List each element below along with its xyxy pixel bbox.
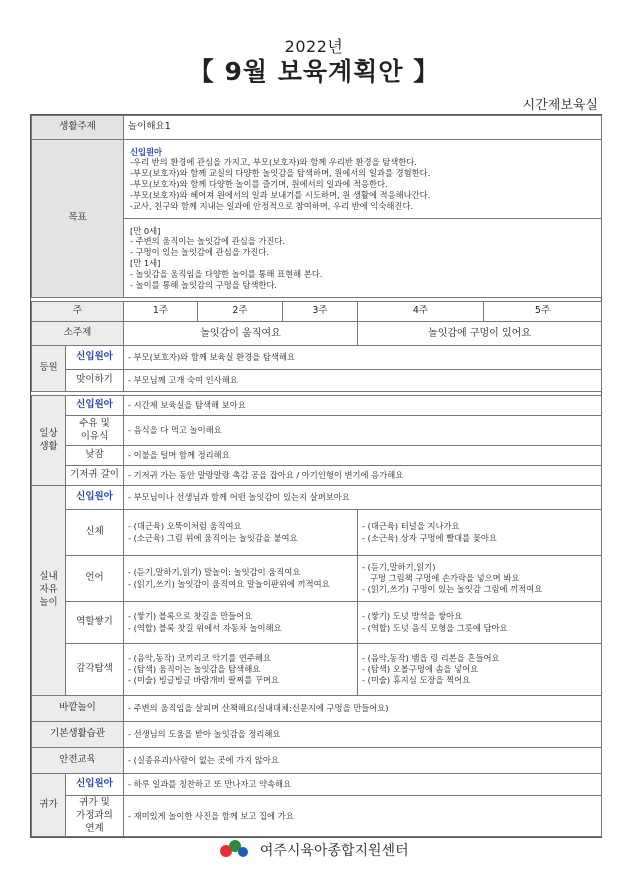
indoor-label: 실내 자유 놀이 — [32, 486, 66, 696]
activity-line: - (듣기,말하기,읽기) 말놀이: 놀잇감이 움직여요 — [128, 567, 301, 578]
subject-row — [32, 116, 602, 140]
habits-label: 기본생활습관 — [32, 722, 124, 748]
home-newcomer-text: - 하루 일과를 칭찬하고 또 만나자고 약속해요 — [124, 774, 602, 796]
daily-feeding-row — [32, 416, 602, 446]
page-title: 【 9월 보육계획안 】 — [188, 57, 440, 86]
activity-line: - (미술) 빙글빙글 바람개비 팔찌를 꾸며요 — [128, 675, 279, 686]
activity-line: - (역할) 블록 찻길 위에서 자동차 놀이해요 — [128, 622, 282, 633]
daily-nap-row — [32, 446, 602, 466]
body-label: 신체 — [66, 510, 124, 556]
activity-line: - (미술) 휴지심 도장을 찍어요 — [362, 675, 471, 686]
activity-line: - (읽기,쓰기) 놀잇감이 움직여요 말놀이판위에 끼적여요 — [128, 578, 330, 589]
topic-1: 놀잇감이 움직여요 — [124, 322, 358, 346]
footer — [0, 838, 628, 864]
body-left — [124, 510, 358, 556]
feeding-text: - 음식을 다 먹고 놀이해요 — [124, 416, 602, 446]
plan-sheet — [30, 114, 602, 838]
week-2: 2주 — [198, 302, 283, 322]
home-row — [32, 774, 602, 796]
sensory-right — [358, 644, 602, 696]
habits-row — [32, 722, 602, 748]
goal-line: - 주변의 움직이는 놀잇감에 관심을 가진다. — [130, 236, 286, 247]
activity-line: - (음악,동작) 코끼리코 악기를 연주해요 — [128, 652, 271, 663]
goal-line: -교사, 친구와 함께 지내는 일과에 안정적으로 참여하며, 우리 반에 익숙해진다. — [130, 200, 414, 211]
subject-label: 생활주제 — [32, 116, 124, 140]
indoor-newcomer-label: 신입원아 — [66, 486, 124, 510]
nap-text: - 이불을 털며 함께 정리해요 — [124, 446, 602, 466]
activity-line: - (역할) 도넛 음식 모형을 그릇에 담아요 — [362, 622, 508, 633]
arrival-greeting-text: - 부모님께 고개 숙여 인사해요 — [124, 370, 602, 392]
language-right — [358, 556, 602, 602]
sensory-left — [124, 644, 358, 696]
outdoor-label: 바깥놀이 — [32, 696, 124, 722]
goals-newcomer — [124, 140, 602, 219]
weeks-row — [32, 302, 602, 322]
activity-line: - (듣기,말하기,읽기) — [362, 561, 436, 572]
daily-diaper-row — [32, 466, 602, 486]
feeding-label: 수유 및 이유식 — [66, 416, 124, 446]
indoor-body-row — [32, 510, 602, 556]
plan-table — [31, 115, 602, 837]
activity-line: - (소근육) 상자 구멍에 빨대를 꽂아요 — [362, 532, 497, 543]
goal-line: -부모(보호자)와 함께 다양한 놀이를 즐기며, 원에서의 일과에 적응한다. — [130, 179, 388, 189]
activity-line: - (읽기,쓰기) 구멍이 있는 놀잇감 그림에 끼적여요 — [362, 584, 543, 595]
safety-row — [32, 748, 602, 774]
outdoor-row — [32, 696, 602, 722]
activity-line: - (음악,동작) 뱀읍 링 리본을 흔들어요 — [362, 652, 500, 663]
subject-value: 놀이해요1 — [124, 116, 602, 140]
language-label: 언어 — [66, 556, 124, 602]
classroom-name: 시간제보육실 — [522, 98, 598, 113]
safety-label: 안전교육 — [32, 748, 124, 774]
activity-line: - (대근육) 오뚝이처럼 움직여요 — [128, 521, 242, 532]
indoor-row — [32, 486, 602, 510]
role-block-label: 역할쌓기 — [66, 602, 124, 644]
goals-by-age — [124, 219, 602, 298]
center-logo-icon — [219, 838, 249, 864]
goal-line: -부모(보호자)와 함께 교실의 다양한 놀잇감을 탐색하며, 원에서의 일과를 경험한다. — [130, 168, 431, 179]
goal-line: -우리 반의 환경에 관심을 가지고, 부모(보호자)와 함께 우리반 환경을 탐색한다. — [130, 157, 417, 168]
role-block-right — [358, 602, 602, 644]
weeks-label: 주 — [32, 302, 124, 322]
activity-line: - (소근육) 그림 위에 움직이는 놀잇감을 붙여요 — [128, 532, 298, 543]
home-family-label: 귀가 및 가정과의 연계 — [66, 796, 124, 837]
arrival-newcomer-label: 신입원아 — [66, 346, 124, 370]
week-5: 5주 — [484, 302, 602, 322]
activity-line: - (대근육) 터널을 지나가요 — [362, 521, 460, 532]
topics-row — [32, 322, 602, 346]
week-4: 4주 — [358, 302, 484, 322]
home-family-row — [32, 796, 602, 837]
age0-title: [만 0세] — [130, 225, 161, 236]
daily-newcomer-label: 신입원아 — [66, 396, 124, 416]
home-label: 귀가 — [32, 774, 66, 837]
diaper-text: - 기저귀 가는 동안 말랑말랑 촉감 공을 잡아요 / 아기인형이 변기에 응가해요 — [124, 466, 602, 486]
diaper-label: 기저귀 갈이 — [66, 466, 124, 486]
body-right — [358, 510, 602, 556]
nap-label: 낮잠 — [66, 446, 124, 466]
goals-newcomer-title: 신입원아 — [130, 146, 163, 157]
language-left — [124, 556, 358, 602]
arrival-greeting-row — [32, 370, 602, 392]
activity-line: - (탐색) 오볼구멍에 솜을 넣어요 — [362, 663, 479, 674]
goal-line: - 구멍이 있는 놀잇감에 관심을 가진다. — [130, 247, 270, 258]
indoor-language-row — [32, 556, 602, 602]
goal-line: -부모(보호자)와 헤어져 원에서의 일과 보내기를 시도하며, 원 생활에 적응해나간다. — [130, 189, 431, 200]
age1-title: [만 1세] — [130, 258, 161, 268]
outdoor-text: - 주변의 움직임을 살피며 산책해요(실내대체:신문지에 구멍을 만들어요) — [124, 696, 602, 722]
indoor-role-row — [32, 602, 602, 644]
plan-year: 2022년 — [284, 37, 344, 56]
activity-line: - (쌓기) 도넛 방석을 쌓아요 — [362, 611, 463, 622]
activity-line: - (탐색) 움직이는 놀잇감을 탐색해요 — [128, 663, 261, 674]
week-3: 3주 — [283, 302, 358, 322]
arrival-row — [32, 346, 602, 370]
daily-label: 일상 생활 — [32, 396, 66, 486]
role-block-left — [124, 602, 358, 644]
home-newcomer-label: 신입원아 — [66, 774, 124, 796]
daily-row — [32, 396, 602, 416]
sensory-label: 감각탐색 — [66, 644, 124, 696]
home-family-text: - 재미있게 놀이한 사진을 함께 보고 집에 가요 — [124, 796, 602, 837]
activity-line: - (쌓기) 블록으로 찻길을 만들어요 — [128, 611, 253, 622]
indoor-sensory-row — [32, 644, 602, 696]
goals-label: 목표 — [32, 140, 124, 298]
goal-line: - 놀잇감을 움직임을 다양한 놀이를 통해 표현해 본다. — [130, 268, 323, 279]
arrival-newcomer-text: - 부모(보호자)와 함께 보육실 환경을 탐색해요 — [124, 346, 602, 370]
topic-2: 놀잇감에 구멍이 있어요 — [358, 322, 602, 346]
activity-line: 구멍 그림책 구멍에 손가락을 넣으며 봐요 — [362, 572, 520, 583]
arrival-label: 등원 — [32, 346, 66, 392]
topics-label: 소주제 — [32, 322, 124, 346]
habits-text: - 선생님의 도움을 받아 놀잇감을 정리해요 — [124, 722, 602, 748]
daily-newcomer-text: - 시간제 보육실을 탐색해 보아요 — [124, 396, 602, 416]
goal-line: - 놀이를 통해 놀잇감의 구멍을 탐색한다. — [130, 279, 278, 290]
goals-row — [32, 140, 602, 219]
indoor-newcomer-text: - 부모님이나 선생님과 함께 어떤 놀잇감이 있는지 살펴보아요 — [124, 486, 602, 510]
footer-org-name: 여주시육아종합지원센터 — [259, 843, 409, 859]
arrival-greeting-label: 맞이하기 — [66, 370, 124, 392]
week-1: 1주 — [124, 302, 198, 322]
safety-text: - (실종유괴)사람이 없는 곳에 가지 않아요 — [124, 748, 602, 774]
